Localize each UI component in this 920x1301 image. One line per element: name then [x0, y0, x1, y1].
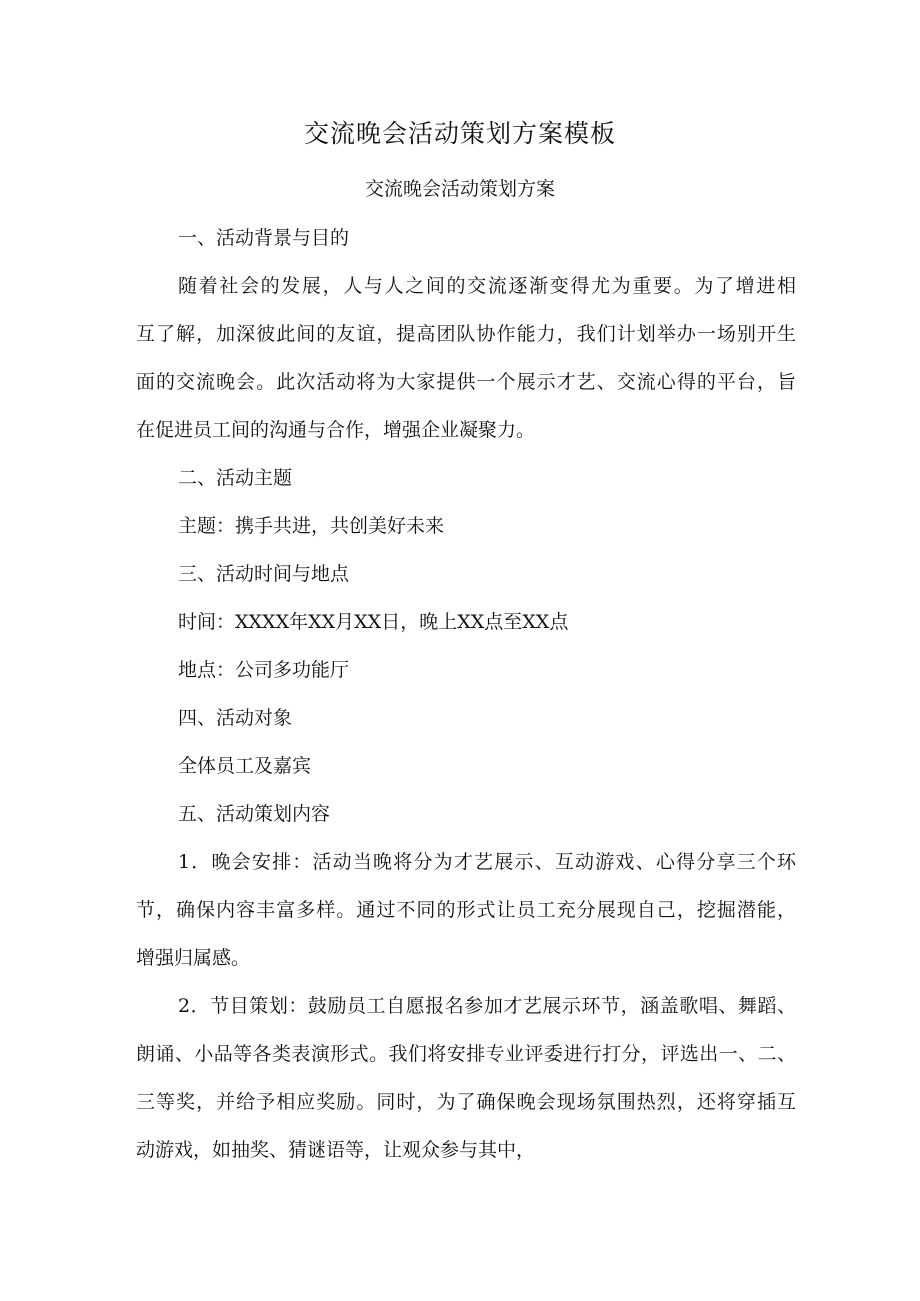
list-item-line: 三等奖，并给予相应奖励。同时，为了确保晚会现场氛围热烈，还将穿插互: [136, 1091, 796, 1113]
list-item-line: 1．晚会安排：活动当晚将分为才艺展示、互动游戏、心得分享三个环: [178, 851, 796, 873]
list-item-line: 增强归属感。: [136, 947, 251, 969]
list-item-line: 动游戏，如抽奖、猜谜语等，让观众参与其中，: [136, 1139, 536, 1161]
section-heading-audience: 四、活动对象: [178, 707, 293, 729]
section-heading-background: 一、活动背景与目的: [178, 227, 350, 249]
document-title: 交流晚会活动策划方案模板: [303, 119, 616, 148]
section-heading-time-place: 三、活动时间与地点: [178, 563, 350, 585]
paragraph-line: 互了解，加深彼此间的友谊，提高团队协作能力，我们计划举办一场别开生: [136, 323, 796, 345]
paragraph-line: 面的交流晚会。此次活动将为大家提供一个展示才艺、交流心得的平台，旨: [136, 371, 796, 393]
list-item-line: 2．节目策划：鼓励员工自愿报名参加才艺展示环节，涵盖歌唱、舞蹈、: [178, 995, 796, 1017]
list-item-line: 节，确保内容丰富多样。通过不同的形式让员工充分展现自己，挖掘潜能，: [136, 899, 796, 921]
paragraph-line: 随着社会的发展，人与人之间的交流逐渐变得尤为重要。为了增进相: [178, 275, 796, 297]
place-text: 地点：公司多功能厅: [178, 659, 350, 681]
theme-text: 主题：携手共进，共创美好未来: [178, 515, 445, 537]
audience-text: 全体员工及嘉宾: [178, 755, 312, 777]
section-heading-content: 五、活动策划内容: [178, 803, 331, 825]
section-heading-theme: 二、活动主题: [178, 467, 293, 489]
paragraph-line: 在促进员工间的沟通与合作，增强企业凝聚力。: [136, 419, 536, 441]
time-text: 时间：XXXX年XX月XX日，晚上XX点至XX点: [178, 611, 569, 633]
list-item-line: 朗诵、小品等各类表演形式。我们将安排专业评委进行打分，评选出一、二、: [136, 1043, 796, 1065]
document-subtitle: 交流晚会活动策划方案: [364, 178, 555, 200]
